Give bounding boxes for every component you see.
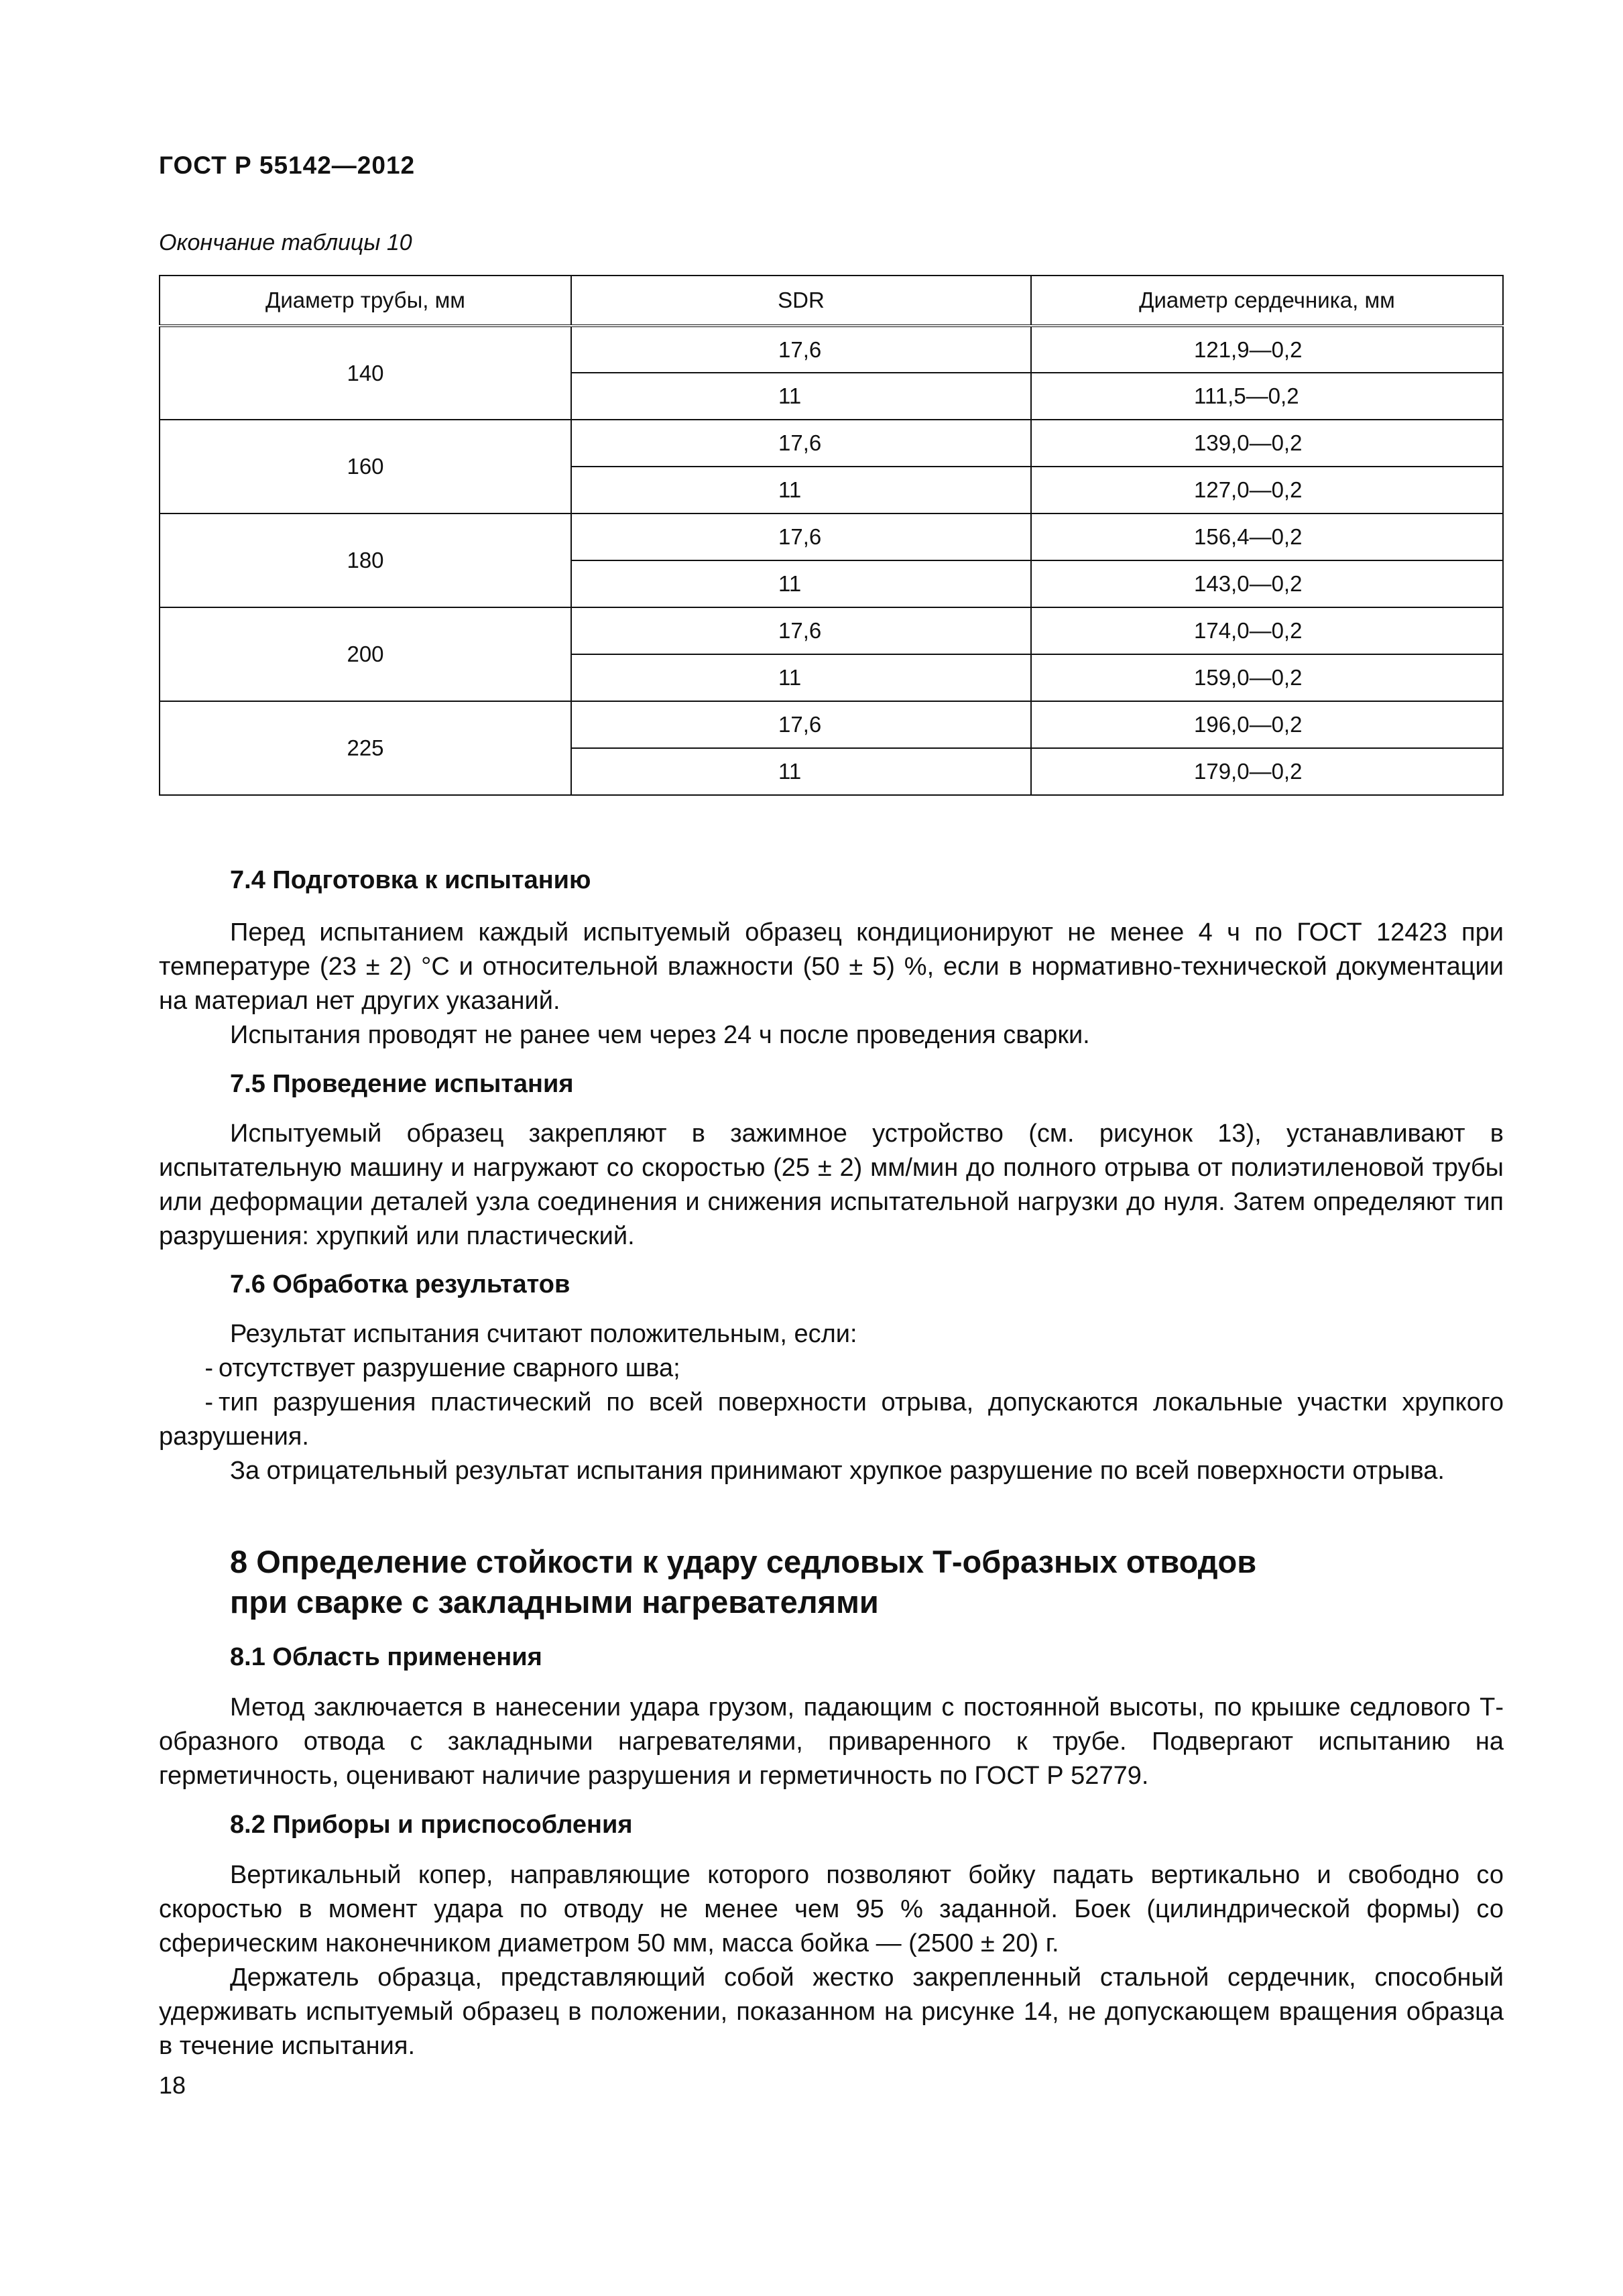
sdr-cell: 17,6 — [571, 326, 1031, 373]
section-8-1-body — [159, 1691, 1504, 1793]
pipe-diameter-cell: 200 — [160, 607, 571, 701]
pipe-diameter-cell: 225 — [160, 701, 571, 795]
core-diameter-cell: 121,9—0,2 — [1031, 326, 1503, 373]
list-item: - отсутствует разрушение сварного шва; — [204, 1354, 680, 1382]
section-8-2-body — [159, 1858, 1504, 2063]
section-7-6-body — [159, 1317, 1504, 1488]
paragraph: Вертикальный копер, направляющие которого позволяют бойку падать вертикально и свободно со скоростью в момент удара по отводу не менее чем 95 % заданной. Боек (цилиндрической формы) со сферическим наконечником диаметром 50 мм, масса бойка — (2500 ± 20) г. — [159, 1861, 1504, 1957]
core-diameter-table — [159, 275, 1504, 796]
section-7-4-body — [159, 916, 1504, 1052]
core-diameter-cell: 156,4—0,2 — [1031, 513, 1503, 560]
paragraph: Испытания проводят не ранее чем через 24 ч после проведения сварки. — [230, 1021, 1090, 1049]
paragraph: Перед испытанием каждый испытуемый образец кондиционируют не менее 4 ч по ГОСТ 12423 при температуре (23 ± 2) °С и относительной влажности (50 ± 5) %, если в нормативно-технической документации на материал нет других указаний. — [159, 918, 1504, 1015]
table-row — [160, 420, 1503, 467]
sdr-cell: 11 — [571, 373, 1031, 420]
section-title-line: 8 Определение стойкости к удару седловых Т-образных отводов — [230, 1544, 1257, 1579]
pipe-diameter-cell: 180 — [160, 513, 571, 607]
core-diameter-cell: 174,0—0,2 — [1031, 607, 1503, 654]
column-header-sdr: SDR — [571, 276, 1031, 326]
paragraph: Метод заключается в нанесении удара грузом, падающим с постоянной высоты, по крышке седлового Т-образного отвода с закладными нагревателями, приваренного к трубе. Подвергают испытанию на герметичность, оценивают наличие разрушения и герметичность по ГОСТ Р 52779. — [159, 1693, 1504, 1790]
sdr-cell: 17,6 — [571, 420, 1031, 467]
section-heading-8-2: 8.2 Приборы и приспособления — [230, 1811, 633, 1839]
document-code: ГОСТ Р 55142—2012 — [159, 152, 416, 179]
section-heading-7-4: 7.4 Подготовка к испытанию — [230, 866, 591, 894]
sdr-cell: 17,6 — [571, 607, 1031, 654]
core-diameter-cell: 111,5—0,2 — [1031, 373, 1503, 420]
core-diameter-cell: 159,0—0,2 — [1031, 654, 1503, 701]
section-heading-8-1: 8.1 Область применения — [230, 1643, 542, 1671]
column-header-pipe-diameter: Диаметр трубы, мм — [160, 276, 571, 326]
section-7-5-body — [159, 1117, 1504, 1254]
core-diameter-cell: 143,0—0,2 — [1031, 560, 1503, 607]
paragraph: Держатель образца, представляющий собой жестко закрепленный стальной сердечник, способный удерживать испытуемый образец в положении, показанном на рисунке 14, не допускающем вращения образца в течение испытания. — [159, 1963, 1504, 2060]
core-diameter-cell: 196,0—0,2 — [1031, 701, 1503, 748]
sdr-cell: 17,6 — [571, 701, 1031, 748]
list-item: - тип разрушения пластический по всей поверхности отрыва, допускаются локальные участки хрупкого разрушения. — [159, 1388, 1504, 1451]
core-diameter-cell: 139,0—0,2 — [1031, 420, 1503, 467]
table-header-row — [160, 276, 1503, 326]
sdr-cell: 11 — [571, 654, 1031, 701]
section-title-8 — [230, 1542, 1437, 1622]
pipe-diameter-cell: 140 — [160, 326, 571, 420]
section-title-line: при сварке с закладными нагревателями — [230, 1584, 879, 1620]
column-header-core-diameter: Диаметр сердечника, мм — [1031, 276, 1503, 326]
table-row — [160, 326, 1503, 373]
pipe-diameter-cell: 160 — [160, 420, 571, 513]
section-heading-7-5: 7.5 Проведение испытания — [230, 1070, 574, 1098]
table-caption: Окончание таблицы 10 — [159, 230, 412, 255]
table-row — [160, 701, 1503, 748]
page-number: 18 — [159, 2071, 186, 2099]
table-row — [160, 607, 1503, 654]
sdr-cell: 11 — [571, 560, 1031, 607]
sdr-cell: 11 — [571, 748, 1031, 795]
paragraph: Испытуемый образец закрепляют в зажимное устройство (см. рисунок 13), устанавливают в испытательную машину и нагружают со скоростью (25 ± 2) мм/мин до полного отрыва от полиэтиленовой трубы или деформации деталей узла соединения и снижения испытательной нагрузки до нуля. Затем определяют тип разрушения: хрупкий или пластический. — [159, 1120, 1504, 1250]
sdr-cell: 17,6 — [571, 513, 1031, 560]
paragraph: За отрицательный результат испытания принимают хрупкое разрушение по всей поверхности отрыва. — [230, 1457, 1445, 1485]
paragraph: Результат испытания считают положительным, если: — [230, 1320, 857, 1348]
section-heading-7-6: 7.6 Обработка результатов — [230, 1270, 570, 1298]
core-diameter-cell: 179,0—0,2 — [1031, 748, 1503, 795]
sdr-cell: 11 — [571, 467, 1031, 513]
core-diameter-cell: 127,0—0,2 — [1031, 467, 1503, 513]
table-row — [160, 513, 1503, 560]
